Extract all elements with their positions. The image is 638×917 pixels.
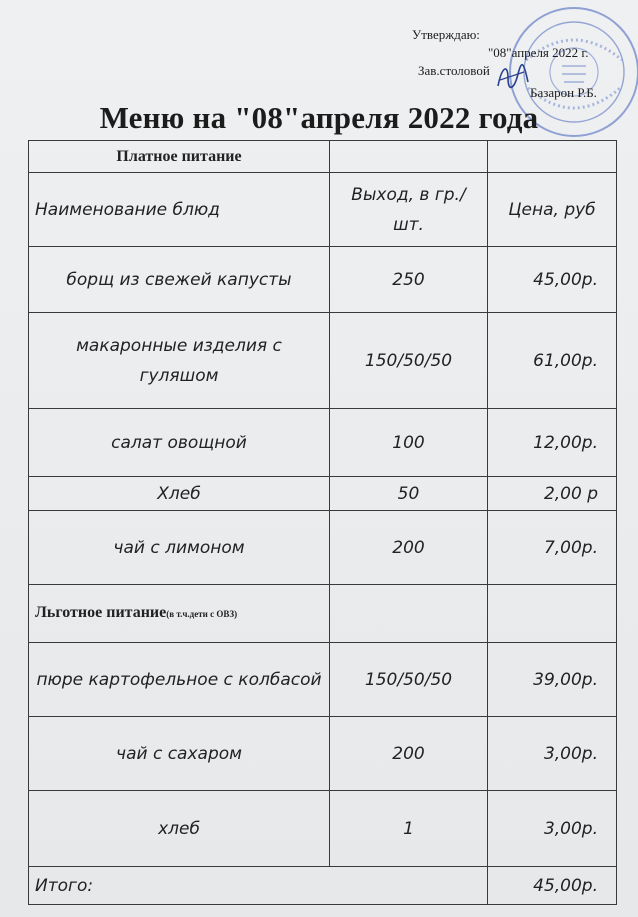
yield-cell: 1 <box>330 791 488 867</box>
price-cell: 45,00р. <box>488 247 617 313</box>
yield-cell: 150/50/50 <box>330 313 488 409</box>
total-value: 45,00р. <box>488 867 617 905</box>
total-row <box>29 867 617 905</box>
price-cell: 7,00р. <box>488 511 617 585</box>
dish-cell: макаронные изделия с гуляшом <box>29 313 330 409</box>
price-cell: 61,00р. <box>488 313 617 409</box>
menu-table <box>28 140 617 905</box>
table-row <box>29 717 617 791</box>
header-yield: Выход, в гр./шт. <box>330 173 488 247</box>
section-row-paid <box>29 141 617 173</box>
table-row <box>29 247 617 313</box>
header-row <box>29 173 617 247</box>
yield-cell: 200 <box>330 717 488 791</box>
table-row <box>29 791 617 867</box>
approval-position: Зав.столовой <box>418 63 490 78</box>
approval-date: "08"апреля 2022 г. <box>488 45 589 60</box>
empty-cell <box>330 141 488 173</box>
table-row <box>29 409 617 477</box>
price-cell: 2,00 р <box>488 477 617 511</box>
section-row-benefit <box>29 585 617 643</box>
dish-cell: пюре картофельное с колбасой <box>29 643 330 717</box>
yield-cell: 250 <box>330 247 488 313</box>
dish-cell: борщ из свежей капусты <box>29 247 330 313</box>
yield-cell: 50 <box>330 477 488 511</box>
signature-icon <box>494 60 534 94</box>
header-price: Цена, руб <box>488 173 617 247</box>
page-title: Меню на "08"апреля 2022 года <box>99 100 539 135</box>
price-cell: 3,00р. <box>488 717 617 791</box>
dish-cell: Хлеб <box>29 477 330 511</box>
price-cell: 12,00р. <box>488 409 617 477</box>
total-label: Итого: <box>29 867 488 905</box>
header-dish: Наименование блюд <box>29 173 330 247</box>
price-cell: 39,00р. <box>488 643 617 717</box>
empty-cell <box>488 141 617 173</box>
table-row <box>29 477 617 511</box>
section-note: (в т.ч.дети с ОВЗ) <box>166 609 238 619</box>
price-cell: 3,00р. <box>488 791 617 867</box>
section-label-benefit: Льготное питание(в т.ч.дети с ОВЗ) <box>29 585 330 643</box>
yield-cell: 100 <box>330 409 488 477</box>
approval-signer: Базарон Р.Б. <box>530 85 597 100</box>
approval-label: Утверждаю: <box>412 27 480 42</box>
section-label-paid: Платное питание <box>29 141 330 173</box>
dish-cell: хлеб <box>29 791 330 867</box>
table-row <box>29 313 617 409</box>
dish-cell: салат овощной <box>29 409 330 477</box>
empty-cell <box>488 585 617 643</box>
yield-cell: 200 <box>330 511 488 585</box>
yield-cell: 150/50/50 <box>330 643 488 717</box>
table-row <box>29 511 617 585</box>
table-row <box>29 643 617 717</box>
dish-cell: чай с сахаром <box>29 717 330 791</box>
empty-cell <box>330 585 488 643</box>
dish-cell: чай с лимоном <box>29 511 330 585</box>
